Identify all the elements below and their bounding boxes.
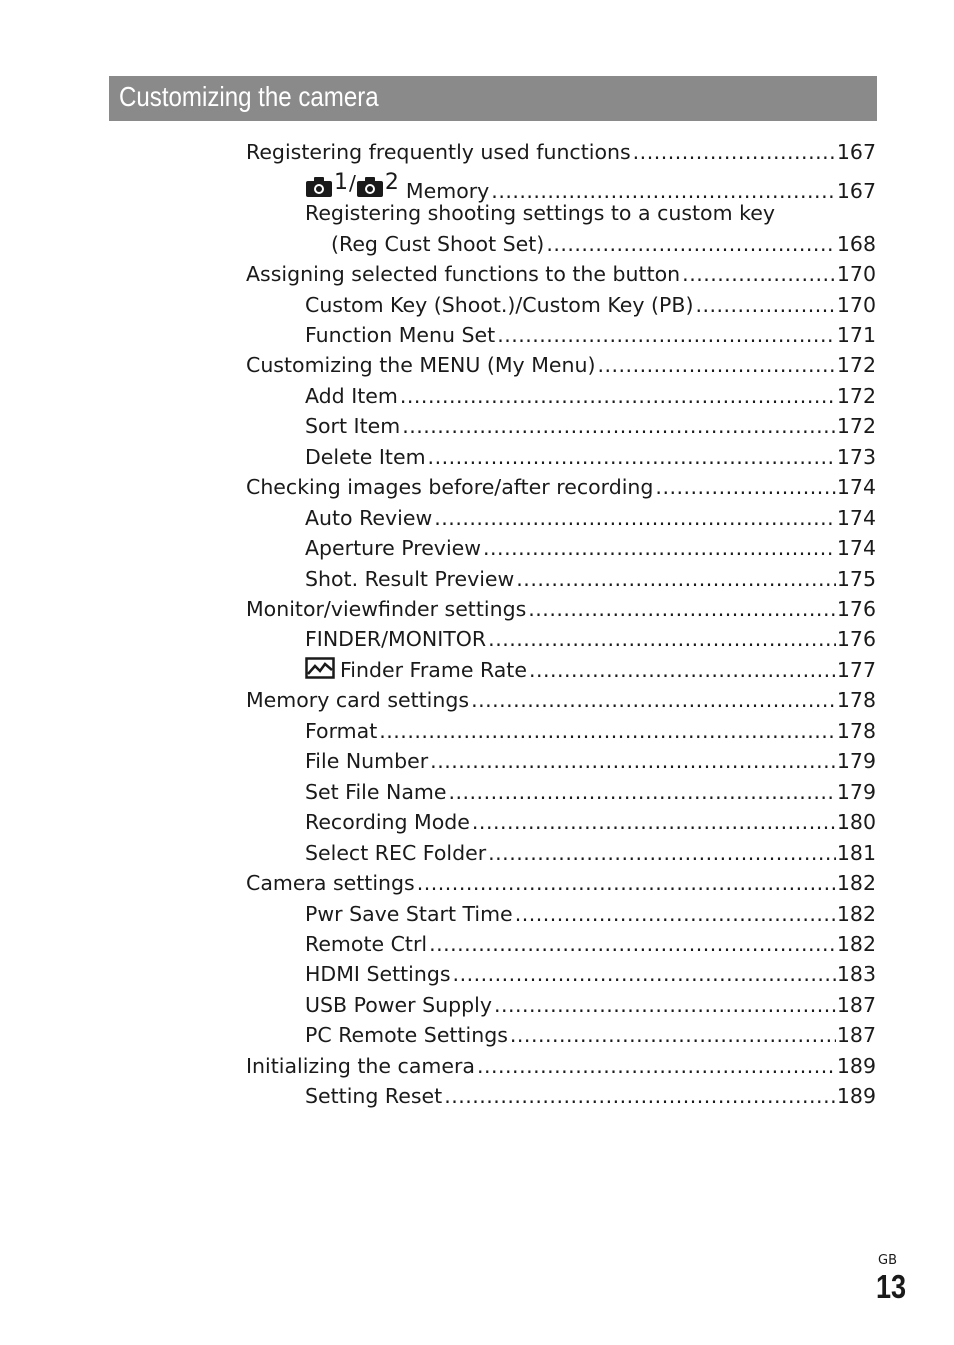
toc-entry-continuation: (Reg Cust Shoot Set): [331, 232, 545, 256]
toc-entry-text: Recording Mode: [305, 810, 470, 834]
dot-leader: [472, 807, 836, 837]
toc-entry[interactable]: [305, 655, 876, 685]
toc-entry-text: Pwr Save Start Time: [305, 902, 513, 926]
toc-entry-page: 175: [836, 567, 876, 591]
toc-entry-page: 174: [836, 475, 876, 499]
toc-entry[interactable]: [305, 807, 876, 837]
toc-entry-text: PC Remote Settings: [305, 1023, 508, 1047]
toc-entry-text: USB Power Supply: [305, 993, 492, 1017]
dot-leader: [510, 1020, 836, 1050]
toc-entry[interactable]: [331, 229, 876, 259]
language-code: GB: [878, 1253, 897, 1268]
toc-entry-page: 167: [836, 140, 876, 164]
toc-entry-page: 187: [836, 1023, 876, 1047]
toc-entry-text[interactable]: Registering shooting settings to a custom key: [305, 201, 775, 225]
toc-entry-page: 189: [836, 1054, 876, 1078]
dot-leader: [448, 777, 835, 807]
dot-leader: [633, 137, 836, 167]
dot-leader: [516, 564, 836, 594]
page-number: 13: [876, 1268, 907, 1305]
camera-icon: [356, 176, 384, 198]
dot-leader: [471, 685, 836, 715]
toc-entry-page: 181: [836, 841, 876, 865]
toc-entry-page: 172: [836, 353, 876, 377]
toc-entry-text: Set File Name: [305, 780, 447, 804]
dot-leader: [682, 259, 836, 289]
toc-entry-text: Custom Key (Shoot.)/Custom Key (PB): [305, 293, 694, 317]
toc-entry[interactable]: [305, 320, 876, 350]
toc-entry-page: 179: [836, 780, 876, 804]
dot-leader: [695, 290, 835, 320]
toc-entry[interactable]: [246, 350, 876, 380]
dot-leader: [483, 533, 836, 563]
dot-leader: [434, 503, 836, 533]
toc-entry[interactable]: [305, 168, 876, 203]
dot-leader: [529, 655, 836, 685]
dot-leader: [597, 350, 835, 380]
toc-entry-page: 172: [836, 414, 876, 438]
toc-entry-page: 177: [836, 658, 876, 682]
toc-entry[interactable]: [246, 259, 876, 289]
toc-entry-text: File Number: [305, 749, 429, 773]
dot-leader: [428, 442, 836, 472]
toc-entry-page: 178: [836, 719, 876, 743]
toc-entry-text: Remote Ctrl: [305, 932, 428, 956]
toc-entry-text: Memory card settings: [246, 688, 470, 712]
slot-number: 1: [334, 170, 348, 195]
toc-entry-page: 182: [836, 932, 876, 956]
toc-entry-text: Initializing the camera: [246, 1054, 475, 1078]
toc-entry-label: Memory: [405, 179, 490, 203]
toc-entry[interactable]: [305, 1081, 876, 1111]
toc-entry[interactable]: [305, 746, 876, 776]
toc-entry[interactable]: [305, 624, 876, 654]
toc-entry-text: Camera settings: [246, 871, 415, 895]
slot-number: 2: [384, 170, 399, 195]
toc-entry-page: 167: [836, 179, 876, 203]
toc-entry-text: HDMI Settings: [305, 962, 451, 986]
dot-leader: [400, 381, 836, 411]
toc-entry-page: 189: [836, 1084, 876, 1108]
toc-entry-page: 182: [836, 871, 876, 895]
dot-leader: [477, 1051, 836, 1081]
toc-entry[interactable]: [246, 1051, 876, 1081]
toc-entry[interactable]: [305, 716, 876, 746]
toc-entry-page: 179: [836, 749, 876, 773]
toc-entry-text: Shot. Result Preview: [305, 567, 515, 591]
toc-entry[interactable]: [305, 564, 876, 594]
dot-leader: [655, 472, 835, 502]
dot-leader: [497, 320, 836, 350]
toc-entry-text: FINDER/MONITOR: [305, 627, 487, 651]
dot-leader: [488, 838, 836, 868]
toc-entry-page: 182: [836, 902, 876, 926]
still-image-icon: [305, 657, 335, 679]
dot-leader: [429, 929, 836, 959]
toc-entry[interactable]: [305, 533, 876, 563]
toc-entry-page: 176: [836, 627, 876, 651]
toc-entry-text: [305, 655, 529, 685]
toc-entry-text: Monitor/viewfinder settings: [246, 597, 527, 621]
toc-entry[interactable]: [305, 381, 876, 411]
dot-leader: [430, 746, 836, 776]
toc-entry-page: 174: [836, 536, 876, 560]
toc-entry-page: 170: [836, 262, 876, 286]
dot-leader: [453, 959, 836, 989]
toc-entry-text: Format: [305, 719, 378, 743]
toc-entry-text: Registering frequently used functions: [246, 140, 631, 164]
camera-icon: [305, 176, 333, 198]
toc-entry-text: Function Menu Set: [305, 323, 496, 347]
dot-leader: [444, 1081, 836, 1111]
toc-entry[interactable]: [246, 137, 876, 167]
toc-entry-text: Assigning selected functions to the button: [246, 262, 681, 286]
dot-leader: [528, 594, 836, 624]
toc-entry[interactable]: [246, 685, 876, 715]
toc-entry[interactable]: [305, 838, 876, 868]
dot-leader: [402, 411, 836, 441]
toc-entry[interactable]: [305, 503, 876, 533]
dot-leader: [417, 868, 836, 898]
toc-entry[interactable]: [246, 594, 876, 624]
toc-entry-page: 171: [836, 323, 876, 347]
toc-entry-page: 168: [836, 232, 876, 256]
toc-entry[interactable]: [246, 868, 876, 898]
toc-entry[interactable]: [305, 411, 876, 441]
toc-entry[interactable]: [305, 290, 876, 320]
toc-entry[interactable]: [305, 959, 876, 989]
toc-entry[interactable]: [305, 899, 876, 929]
toc-entry-text: Select REC Folder: [305, 841, 487, 865]
toc-entry[interactable]: [305, 777, 876, 807]
dot-leader: [379, 716, 836, 746]
dot-leader: [515, 899, 836, 929]
toc-entry-text: Add Item: [305, 384, 398, 408]
toc-entry-page: 172: [836, 384, 876, 408]
toc-entry-text: Setting Reset: [305, 1084, 443, 1108]
camera-memory-icon: 1 / 2: [305, 168, 400, 198]
section-title: Customizing the camera: [119, 81, 379, 112]
toc-entry-text: Delete Item: [305, 445, 426, 469]
dot-leader: [488, 624, 836, 654]
toc-entry-page: 176: [836, 597, 876, 621]
dot-leader: [546, 229, 836, 259]
toc-entry-page: 173: [836, 445, 876, 469]
toc-entry-page: 170: [836, 293, 876, 317]
toc-entry[interactable]: [305, 1020, 876, 1050]
toc-entry-text: Checking images before/after recording: [246, 475, 654, 499]
toc-entry-text: Auto Review: [305, 506, 433, 530]
toc-entry[interactable]: [246, 472, 876, 502]
dot-leader: [494, 990, 836, 1020]
toc-entry-page: 180: [836, 810, 876, 834]
toc-entry-page: 187: [836, 993, 876, 1017]
toc-entry-label: Finder Frame Rate: [340, 658, 527, 682]
toc-entry-text: Aperture Preview: [305, 536, 482, 560]
toc-entry[interactable]: [305, 442, 876, 472]
toc-entry-text: Customizing the MENU (My Menu): [246, 353, 596, 377]
toc-entry-page: 174: [836, 506, 876, 530]
toc-entry-text: Sort Item: [305, 414, 401, 438]
toc-entry-page: 178: [836, 688, 876, 712]
toc-entry-page: 183: [836, 962, 876, 986]
toc-entry[interactable]: [305, 990, 876, 1020]
toc-entry[interactable]: [305, 929, 876, 959]
